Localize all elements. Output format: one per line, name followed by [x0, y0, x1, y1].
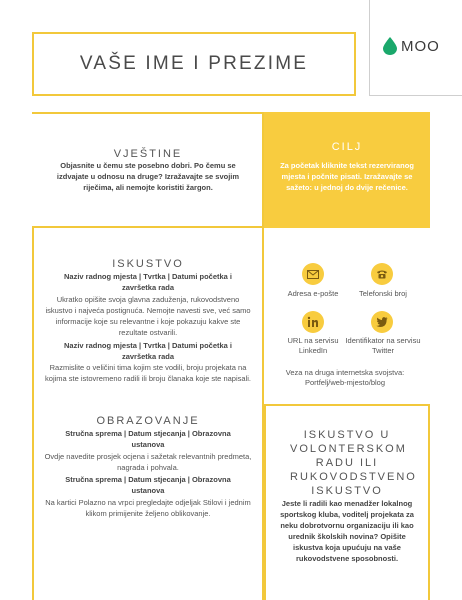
education-heading[interactable]: Stručna sprema | Datum stjecanja | Obrazovna ustanova — [65, 429, 231, 449]
contact-twitter[interactable]: Identifikator na servisu Twitter — [345, 336, 421, 355]
education-text[interactable]: Na kartici Polazno na vrpci pregledajte odjeljak Stilovi i jednim klikom primijenite željeno oblikovanje. — [45, 498, 251, 518]
contact-linkedin[interactable]: URL na servisu LinkedIn — [287, 336, 339, 355]
experience-job-text[interactable]: Razmislite o veličini tima kojim ste vodili, broju projekata na kojima ste istovremeno radili ili broju članaka koje ste napisali. — [45, 363, 251, 383]
moo-logo-text: MOO — [401, 38, 440, 55]
moo-logo-card — [369, 0, 462, 96]
experience-job-heading[interactable]: Naziv radnog mjesta | Tvrtka | Datumi početka i završetka rada — [64, 341, 232, 361]
email-icon — [302, 263, 324, 285]
volunteer-text[interactable]: Jeste li radili kao menadžer lokalnog sportskog kluba, voditelj projekata za neku dobrotvornu organizaciju ili kao urednik školskih novina? Opišite iskustva koja upućuju na vaše rukovodstvene sposobnosti. — [280, 499, 414, 563]
goal-box — [264, 112, 430, 228]
education-heading[interactable]: Stručna sprema | Datum stjecanja | Obrazovna ustanova — [65, 475, 231, 495]
contact-phone[interactable]: Telefonski broj — [359, 289, 407, 298]
name-box — [32, 32, 356, 96]
skills-text[interactable]: Objasnite u čemu ste posebno dobri. Po čemu se izdvajate u odnosu na druge? Izražavajte se svojim riječima, ali nemojte koristiti žargon. — [56, 161, 240, 192]
moo-drop-icon — [383, 37, 397, 55]
linkedin-icon — [302, 311, 324, 333]
full-name[interactable]: VAŠE IME I PREZIME — [79, 53, 309, 74]
phone-icon — [371, 263, 393, 285]
twitter-icon — [371, 311, 393, 333]
skills-title[interactable]: VJEŠTINE — [113, 148, 183, 160]
goal-title[interactable]: CILJ — [331, 141, 363, 153]
volunteer-title[interactable]: ISKUSTVO U VOLONTERSKOM RADU ILI RUKOVODSTVENO ISKUSTVO — [290, 429, 417, 497]
education-title[interactable]: OBRAZOVANJE — [96, 415, 200, 427]
contact-email[interactable]: Adresa e-pošte — [287, 289, 339, 298]
experience-job-heading[interactable]: Naziv radnog mjesta | Tvrtka | Datumi početka i završetka rada — [64, 272, 232, 292]
contact-other-links[interactable]: Veza na druga internetska svojstva: Portfelj/web-mjesto/blog — [285, 368, 405, 387]
goal-text[interactable]: Za početak kliknite tekst rezerviranog mjesta i počnite pisati. Izražavajte se sažeto: u jednoj do dvije rečenice. — [280, 161, 414, 192]
experience-job-text[interactable]: Ukratko opišite svoja glavna zaduženja, rukovodstveno iskustvo i najveća postignuća. Nemojte navesti sve, već samo informacije koje su relevantne i koje pokazuju kakve ste rezultate ostvarili. — [45, 295, 251, 337]
education-text[interactable]: Ovdje navedite prosjek ocjena i sažetak relevantnih predmeta, nagrada i pohvala. — [44, 452, 252, 472]
experience-title[interactable]: ISKUSTVO — [112, 258, 184, 270]
